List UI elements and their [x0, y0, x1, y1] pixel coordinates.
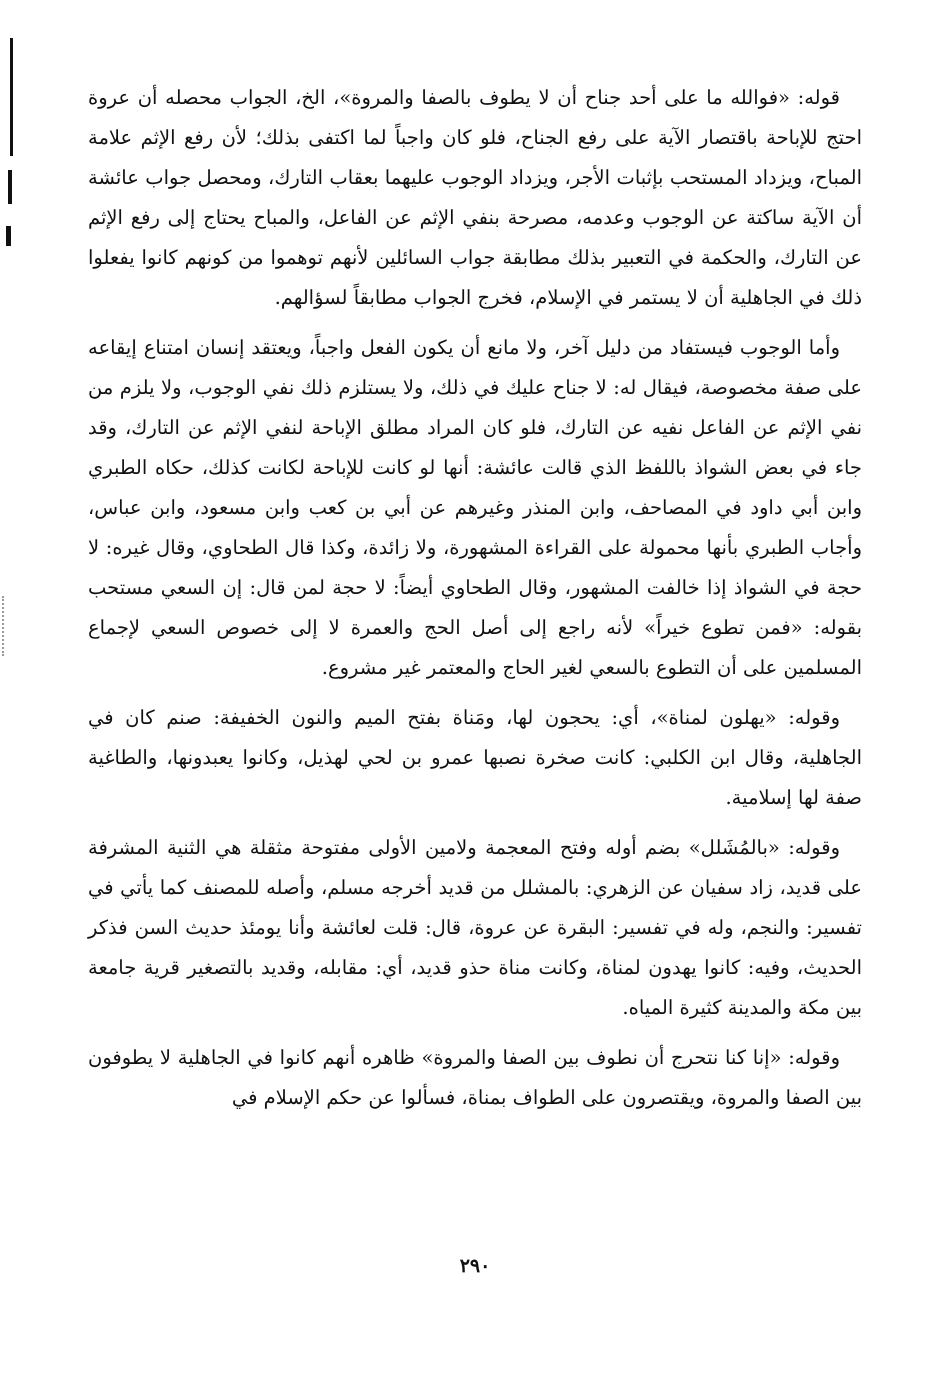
- paragraph: وقوله: «إنا كنا نتحرج أن نطوف بين الصفا والمروة» ظاهره أنهم كانوا في الجاهلية لا يطوفون بين الصفا والمروة، ويقتصرون على الطواف بمناة، فسألوا عن حكم الإسلام في: [88, 1046, 862, 1109]
- paragraph: وقوله: «بالمُشَلل» بضم أوله وفتح المعجمة ولامين الأولى مفتوحة مثقلة هي الثنية المشرفة على قديد، زاد سفيان عن الزهري: بالمشلل من قديد أخرجه مسلم، وأصله للمصنف كما يأتي في تفسير: والنجم، وله في تفسير: البقرة عن عروة، قال: قلت لعائشة وأنا يومئذ حديث السن فذكر الحديث، وفيه: كانوا يهدون لمناة، وكانت مناة حذو قديد، أي: مقابله، وقديد بالتصغير قرية جامعة بين مكة والمدينة كثيرة المياه.: [88, 836, 862, 1019]
- page-number: ٢٩٠: [459, 1255, 491, 1277]
- scan-edge-mark: [8, 170, 12, 204]
- paragraph: وقوله: «يهلون لمناة»، أي: يحجون لها، ومَناة بفتح الميم والنون الخفيفة: صنم كان في الجاهلية، وقال ابن الكلبي: كانت صخرة نصبها عمرو بن لحي لهذيل، وكانوا يعبدونها، والطاغية صفة لها إسلامية.: [88, 706, 862, 809]
- page-body: [88, 78, 862, 1128]
- paragraph: قوله: «فوالله ما على أحد جناح أن لا يطوف بالصفا والمروة»، الخ، الجواب محصله أن عروة احتج للإباحة باقتصار الآية على رفع الجناح، فلو كان واجباً لما اكتفى بذلك؛ لأن رفع الإثم علامة المباح، ويزداد المستحب بإثبات الأجر، ويزداد الوجوب عليهما بعقاب التارك، ومحصل جواب عائشة أن الآية ساكتة عن الوجوب وعدمه، مصرحة بنفي الإثم عن الفاعل، والمباح يحتاج إلى رفع الإثم عن التارك، والحكمة في التعبير بذلك مطابقة جواب السائلين لأنهم توهموا من كونهم كانوا يفعلوا ذلك في الجاهلية أن لا يستمر في الإسلام، فخرج الجواب مطابقاً لسؤالهم.: [88, 86, 862, 309]
- paragraph: وأما الوجوب فيستفاد من دليل آخر، ولا مانع أن يكون الفعل واجباً، ويعتقد إنسان امتناع إيقاعه على صفة مخصوصة، فيقال له: لا جناح عليك في ذلك، ولا يستلزم ذلك نفي الوجوب، ولا يلزم من نفي الإثم عن الفاعل نفيه عن التارك، فلو كان المراد مطلق الإباحة لنفي الإثم عن التارك، وقد جاء في بعض الشواذ باللفظ الذي قالت عائشة: أنها لو كانت للإباحة لكانت كذلك، حكاه الطبري وابن أبي داود في المصاحف، وابن المنذر وغيرهم عن أبي بن كعب وابن مسعود، وابن عباس، وأجاب الطبري بأنها محمولة على القراءة المشهورة، ولا زائدة، وكذا قال الطحاوي، وقال غيره: لا حجة في الشواذ إذا خالفت المشهور، وقال الطحاوي أيضاً: لا حجة لمن قال: إن السعي مستحب بقوله: «فمن تطوع خيراً» لأنه راجع إلى أصل الحج والعمرة لا إلى خصوص السعي لإجماع المسلمين على أن التطوع بالسعي لغير الحاج والمعتمر غير مشروع.: [88, 336, 862, 679]
- scan-edge-mark: [2, 596, 12, 656]
- scan-edge-mark: [6, 226, 11, 246]
- scan-edge-mark: [10, 38, 13, 156]
